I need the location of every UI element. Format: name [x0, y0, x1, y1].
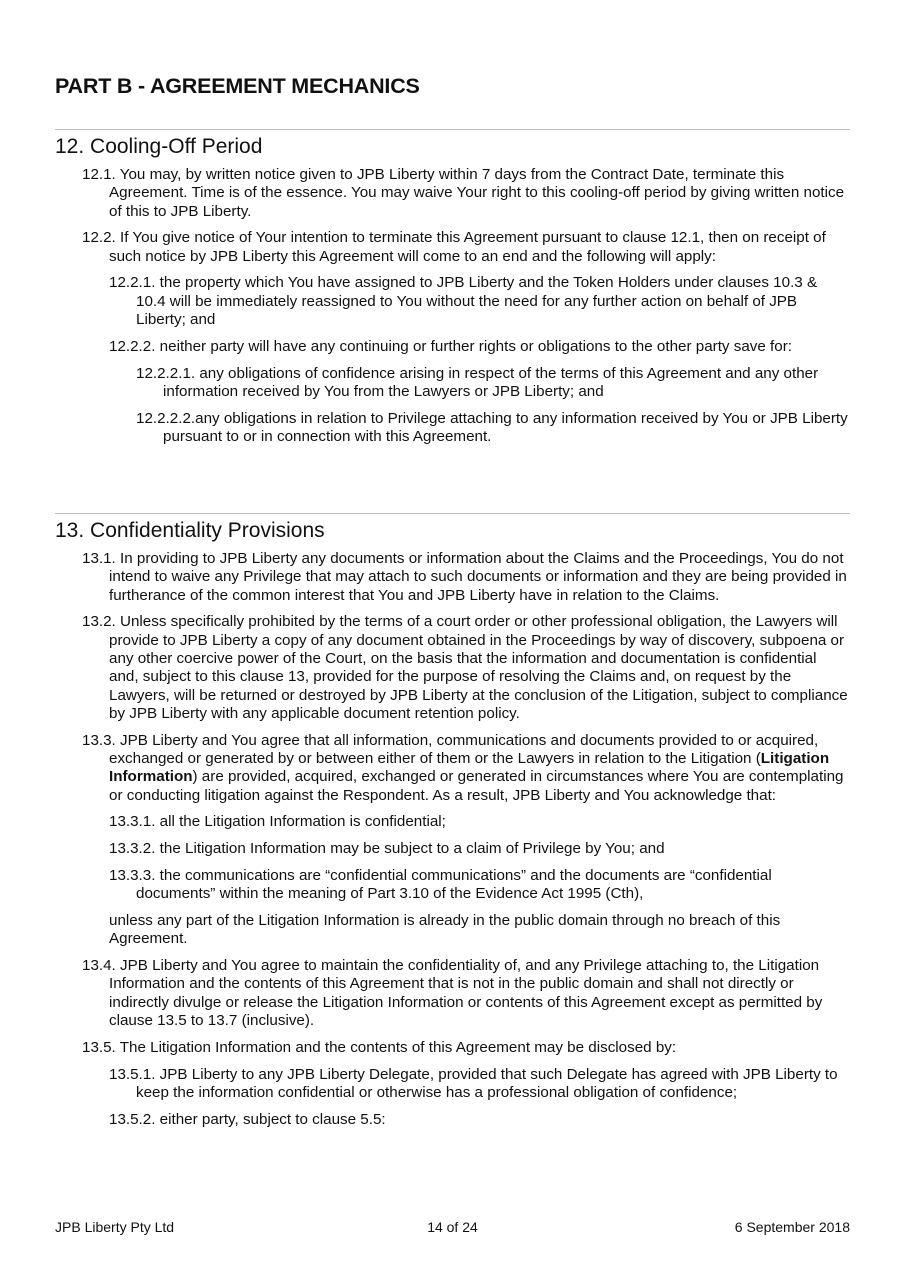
- clause-13-1: 13.1. In providing to JPB Liberty any documents or information about the Claims and the Proceedings, You do not intend to waive any Privilege that may attach to such documents or information and they are being provided in furtherance of the common interest that You and JPB Liberty have in relation to the Claims.: [82, 550, 847, 604]
- clause-12-2-2-1: 12.2.2.1. any obligations of confidence arising in respect of the terms of this Agreement and any other information received by You from the Lawyers or JPB Liberty; and: [136, 364, 819, 400]
- defined-term: Litigation Information: [109, 749, 830, 786]
- page-footer: [55, 1219, 850, 1239]
- section-heading: 12. Cooling-Off Period: [55, 135, 263, 158]
- section-divider: [55, 129, 850, 130]
- clause-13-5-1: 13.5.1. JPB Liberty to any JPB Liberty Delegate, provided that such Delegate has agreed with JPB Liberty to keep the information confidential or otherwise has a professional obligation of confidence;: [109, 1065, 838, 1101]
- clause-13-3-3: 13.3.3. the communications are “confidential communications” and the documents are “confidential documents” within the meaning of Part 3.10 of the Evidence Act 1995 (Cth),: [109, 866, 772, 903]
- section-heading: 13. Confidentiality Provisions: [55, 519, 325, 542]
- clause-12-2-2: 12.2.2. neither party will have any continuing or further rights or obligations to the other party save for:: [109, 337, 792, 355]
- clause-13-5-2: 13.5.2. either party, subject to clause 5.5:: [109, 1110, 386, 1128]
- clause-12-1: 12.1. You may, by written notice given to JPB Liberty within 7 days from the Contract Date, terminate this Agreement. Time is of the essence. You may waive Your right to this cooling-off period by giving written notice of this to JPB Liberty.: [82, 166, 845, 220]
- section-divider: [55, 513, 850, 514]
- section-cooling-off: [55, 129, 850, 455]
- footer-company: JPB Liberty Pty Ltd: [55, 1219, 175, 1235]
- footer-page-number: 14 of 24: [427, 1219, 478, 1235]
- section-confidentiality: [55, 513, 850, 1138]
- part-title: PART B - AGREEMENT MECHANICS: [55, 74, 420, 98]
- clause-13-3-2: 13.3.2. the Litigation Information may be subject to a claim of Privilege by You; and: [109, 840, 665, 858]
- clause-12-2-1: 12.2.1. the property which You have assigned to JPB Liberty and the Token Holders under clauses 10.3 & 10.4 will be immediately reassigned to You without the need for any further action on behalf of JPB Liberty; and: [109, 274, 818, 329]
- clause-13-5: 13.5. The Litigation Information and the contents of this Agreement may be disclosed by:: [82, 1038, 677, 1056]
- clause-13-3-1: 13.3.1. all the Litigation Information is confidential;: [109, 813, 446, 831]
- clause-12-2-2-2: 12.2.2.2.any obligations in relation to Privilege attaching to any information received by You or JPB Liberty pursuant to or in connection with this Agreement.: [136, 409, 848, 446]
- clause-13-3-proviso: unless any part of the Litigation Information is already in the public domain through no breach of this Agreement.: [109, 912, 781, 948]
- clause-13-3: 13.3. JPB Liberty and You agree that all information, communications and documents provided to or acquired, exchanged or generated by or between either of them or the Lawyers in relation to the Litigation (Litigation Information) are provided, acquired, exchanged or generated in circumstances where You are contemplating or conducting litigation against the Respondent. As a result, JPB Liberty and You acknowledge that:: [82, 731, 844, 804]
- clause-13-2: 13.2. Unless specifically prohibited by the terms of a court order or other professional obligation, the Lawyers will provide to JPB Liberty a copy of any document obtained in the Proceedings by way of discovery, subpoena or any other coercive power of the Court, on the basis that the information and documentation is confidential and, subject to this clause 13, provided for the purpose of resolving the Claims and, on request by the Lawyers, will be returned or destroyed by JPB Liberty at the conclusion of the Litigation, subject to compliance by JPB Liberty with any applicable document retention policy.: [82, 613, 848, 722]
- clause-12-2: 12.2. If You give notice of Your intention to terminate this Agreement pursuant to clause 12.1, then on receipt of such notice by JPB Liberty this Agreement will come to an end and the following will apply:: [82, 229, 826, 265]
- footer-date: 6 September 2018: [734, 1219, 850, 1235]
- clause-13-4: 13.4. JPB Liberty and You agree to maintain the confidentiality of, and any Privilege attaching to, the Litigation Information and the contents of this Agreement that is not in the public domain and shall not directly or indirectly divulge or release the Litigation Information or contents of this Agreement except as permitted by clause 13.5 to 13.7 (inclusive).: [82, 957, 823, 1030]
